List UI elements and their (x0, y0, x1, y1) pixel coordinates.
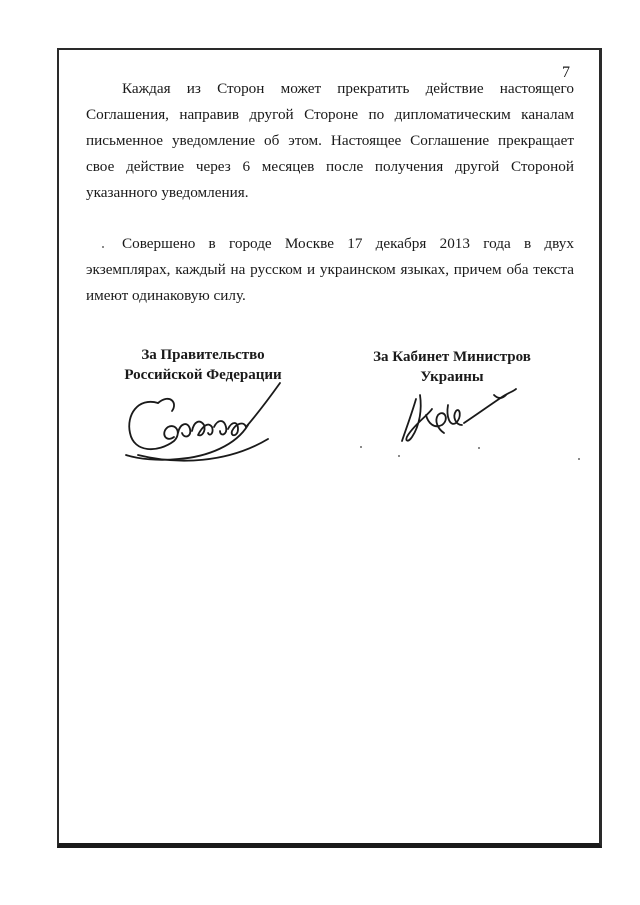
signatory-ukraine-line2: Украины (420, 369, 484, 385)
signatory-russia-line2: Российской Федерации (124, 367, 282, 383)
termination-paragraph: Каждая из Сторон может прекратить действие настоящего Соглашения, направив другой Стороне по дипломатическим каналам письменное уведомление об этом. Настоящее Соглашение прекращает свое действие через 6 месяцев после получения другой Стороной указанного уведомления. (86, 80, 574, 201)
signatory-ukraine (362, 347, 542, 387)
scan-speck (398, 455, 400, 457)
scan-speck (578, 458, 580, 460)
signing-paragraph: Совершено в городе Москве 17 декабря 2013 года в двух экземплярах, каждый на русском и украинском языках, причем оба текста имеют одинаковую силу. (86, 235, 574, 304)
signatory-russia-line1: За Правительство (141, 347, 265, 363)
page-number: 7 (562, 64, 570, 81)
signatory-ukraine-line1: За Кабинет Министров (373, 349, 531, 365)
scan-speck (102, 246, 104, 248)
scan-speck (360, 446, 362, 448)
signature-russia-icon (118, 375, 293, 470)
signature-ukraine-icon (398, 385, 523, 445)
scan-speck (478, 447, 480, 449)
